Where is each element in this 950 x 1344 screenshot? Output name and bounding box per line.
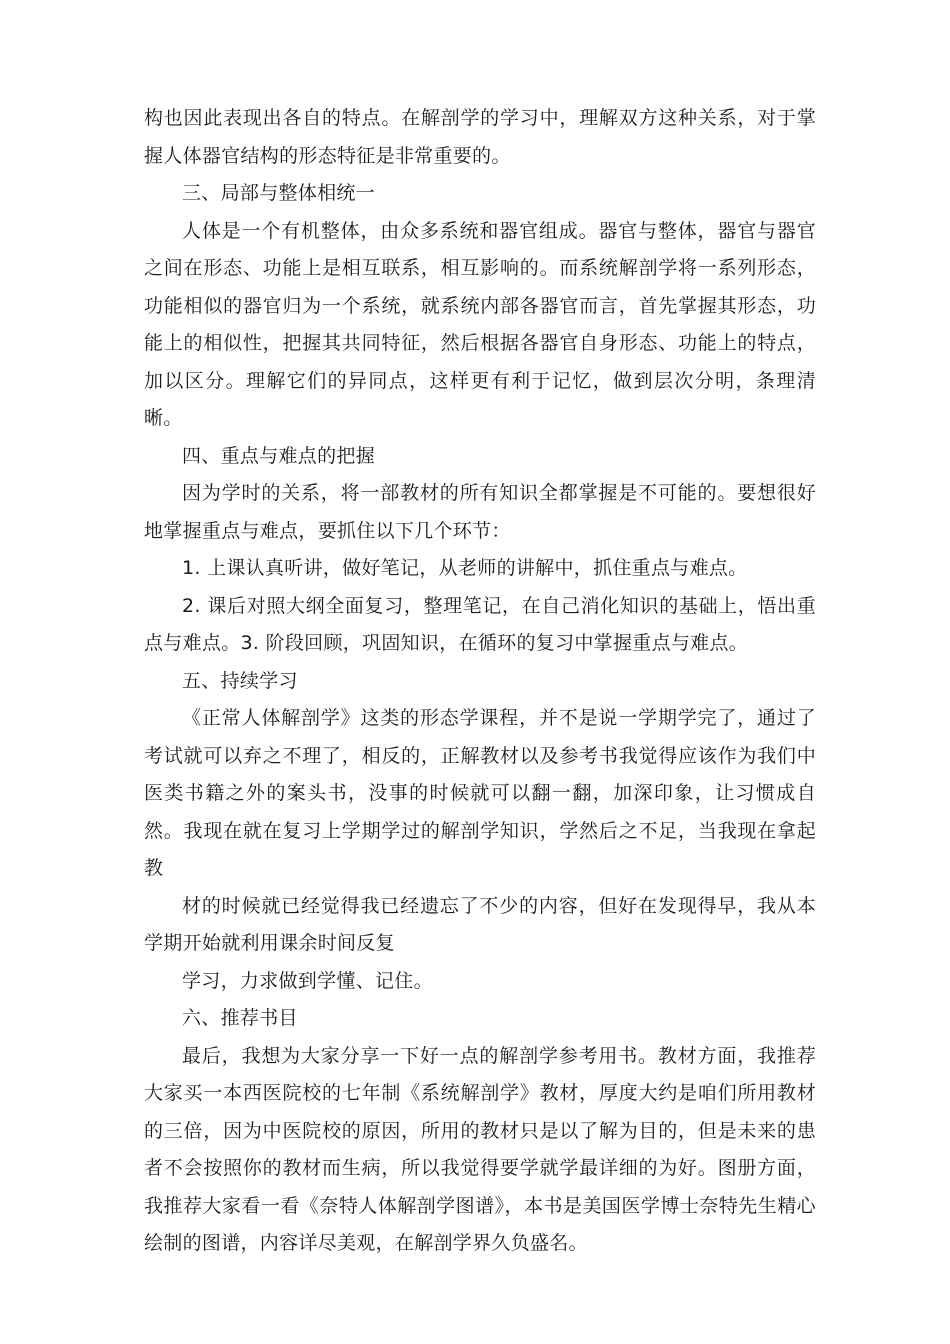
- document-body: [144, 100, 816, 1263]
- paragraph-intro: 构也因此表现出各自的特点。在解剖学的学习中，理解双方这种关系，对于掌握人体器官结构的形态特征是非常重要的。: [144, 107, 816, 167]
- section-heading-4: 四、重点与难点的把握: [182, 444, 376, 467]
- paragraph-continuous-learning: 《正常人体解剖学》这类的形态学课程，并不是说一学期学完了，通过了考试就可以弃之不理了，相反的，正解教材以及参考书我觉得应该作为我们中医类书籍之外的案头书，没事的时候就可以翻一翻，加深印象，让习惯成自然。我现在就在复习上学期学过的解剖学知识，学然后之不足，当我现在拿起教: [144, 707, 816, 879]
- paragraph-continuous-learning-2: 材的时候就已经觉得我已经遗忘了不少的内容，但好在发现得早，我从本学期开始就利用课余时间反复: [144, 894, 816, 954]
- paragraph-recommended-books: 最后，我想为大家分享一下好一点的解剖学参考用书。教材方面，我推荐大家买一本西医院校的七年制《系统解剖学》教材，厚度大约是咱们所用教材的三倍，因为中医院校的原因，所用的教材只是以了解为目的，但是未来的患者不会按照你的教材而生病，所以我觉得要学就学最详细的为好。图册方面，我推荐大家看一看《奈特人体解剖学图谱》，本书是美国医学博士奈特先生精心绘制的图谱，内容详尽美观，在解剖学界久负盛名。: [144, 1044, 816, 1254]
- paragraph-whole-body: 人体是一个有机整体，由众多系统和器官组成。器官与整体，器官与器官之间在形态、功能上是相互联系，相互影响的。而系统解剖学将一系列形态，功能相似的器官归为一个系统，就系统内部各器官而言，首先掌握其形态，功能上的相似性，把握其共同特征，然后根据各器官自身形态、功能上的特点，加以区分。理解它们的异同点，这样更有利于记忆，做到层次分明，条理清晰。: [144, 219, 816, 429]
- section-heading-3: 三、局部与整体相统一: [182, 182, 376, 204]
- paragraph-continuous-learning-3: 学习，力求做到学懂、记住。: [182, 969, 433, 992]
- section-heading-6: 六、推荐书目: [182, 1007, 298, 1029]
- paragraph-key-points: 因为学时的关系，将一部教材的所有知识全都掌握是不可能的。要想很好地掌握重点与难点，要抓住以下几个环节：: [144, 482, 816, 542]
- section-heading-5: 五、持续学习: [182, 669, 298, 692]
- list-item-1: 1. 上课认真听讲，做好笔记，从老师的讲解中，抓住重点与难点。: [182, 557, 748, 579]
- list-item-2-3: 2. 课后对照大纲全面复习，整理笔记，在自己消化知识的基础上，悟出重点与难点。3. 阶段回顾，巩固知识，在循环的复习中掌握重点与难点。: [144, 594, 816, 654]
